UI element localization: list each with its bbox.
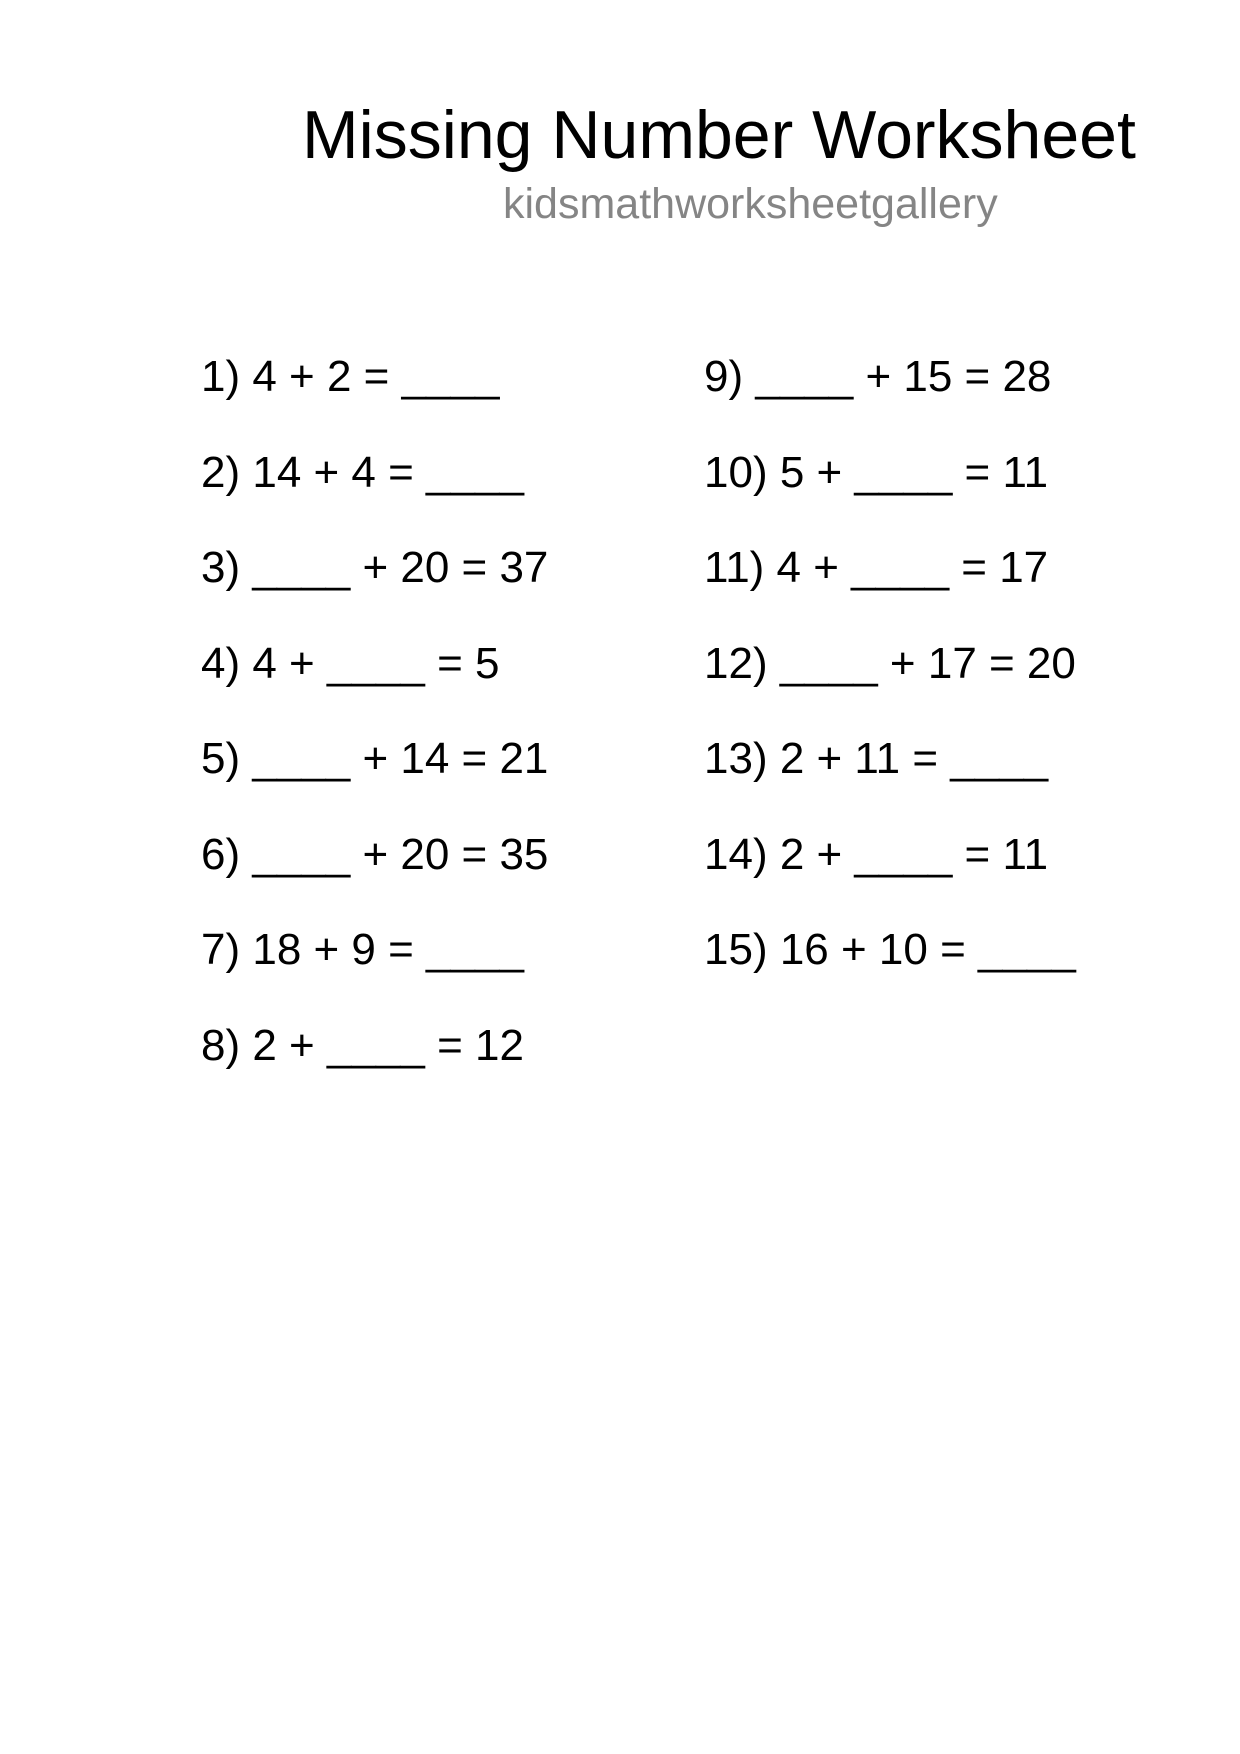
worksheet-source: kidsmathworksheetgallery <box>503 180 998 228</box>
problem-4: 4) 4 + ____ = 5 <box>201 638 500 688</box>
problem-10: 10) 5 + ____ = 11 <box>704 447 1049 497</box>
problem-9: 9) ____ + 15 = 28 <box>704 352 1052 401</box>
problems-right-column <box>704 347 1076 1016</box>
problem-6: 6) ____ + 20 = 35 <box>201 829 549 879</box>
problem-5: 5) ____ + 14 = 21 <box>201 734 549 783</box>
problem-2: 2) 14 + 4 = ____ <box>201 447 524 497</box>
problem-8: 8) 2 + ____ = 12 <box>201 1020 524 1070</box>
problem-14: 14) 2 + ____ = 11 <box>704 829 1049 879</box>
problem-7: 7) 18 + 9 = ____ <box>201 925 524 974</box>
problem-12: 12) ____ + 17 = 20 <box>704 638 1076 688</box>
problem-15: 15) 16 + 10 = ____ <box>704 925 1076 974</box>
problem-13: 13) 2 + 11 = ____ <box>704 734 1049 783</box>
problem-3: 3) ____ + 20 = 37 <box>201 543 549 592</box>
problem-1: 1) 4 + 2 = ____ <box>201 352 500 401</box>
worksheet-title: Missing Number Worksheet <box>302 97 1136 173</box>
problems-left-column <box>201 347 548 1111</box>
problem-11: 11) 4 + ____ = 17 <box>704 543 1049 592</box>
